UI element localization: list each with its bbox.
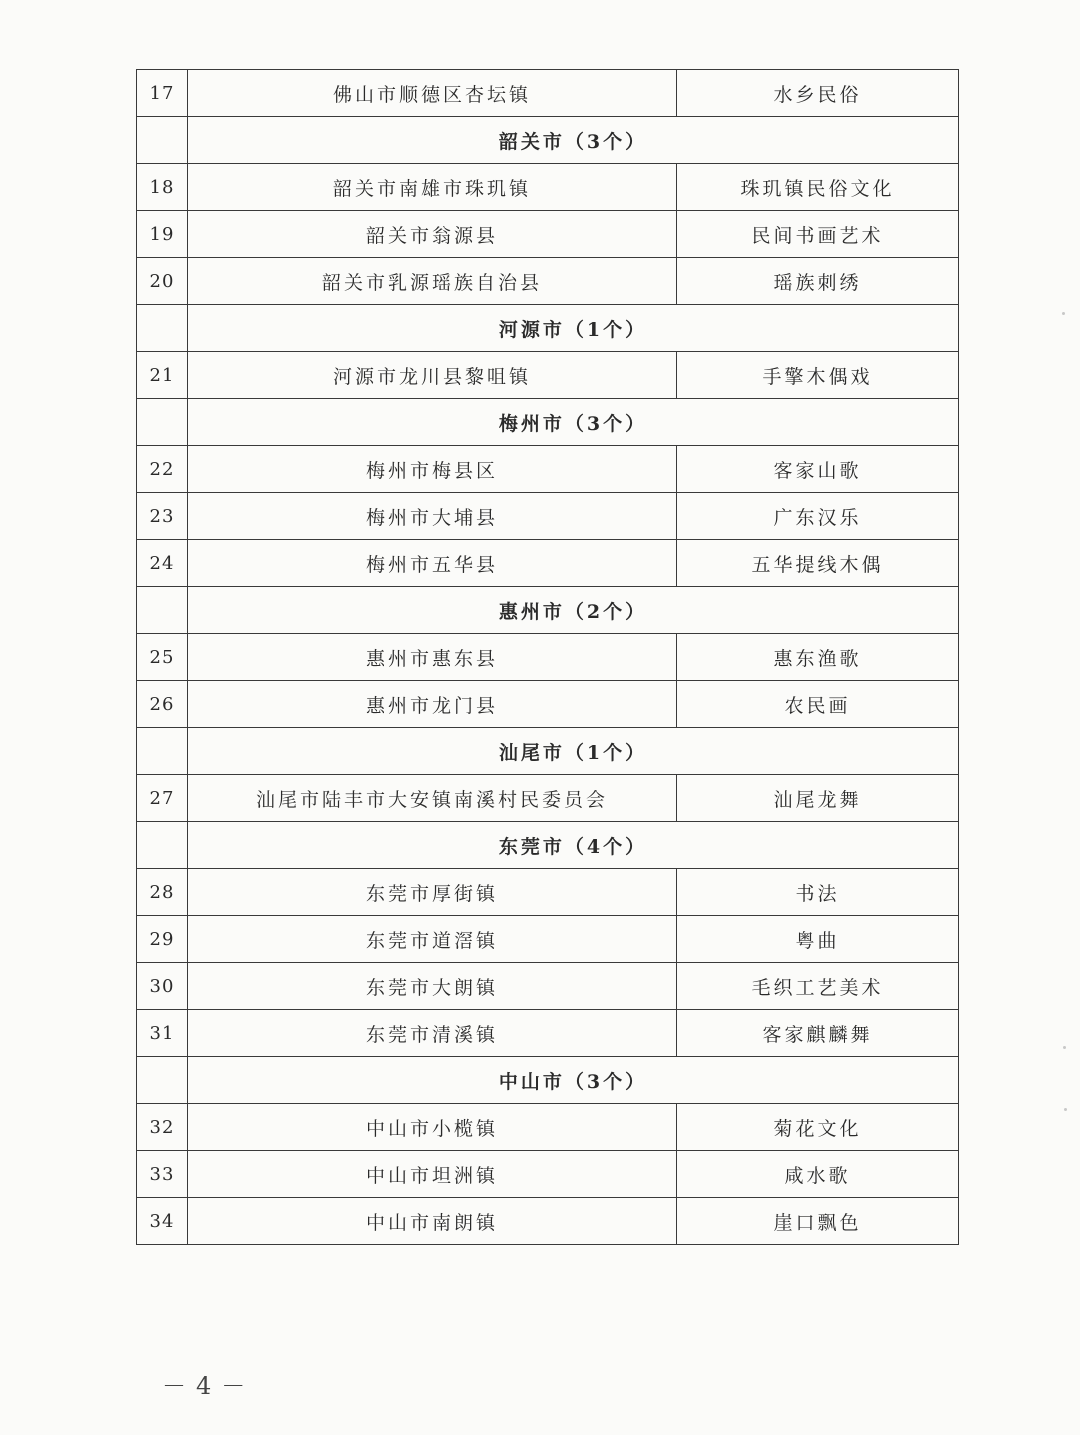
scan-speck [1062,312,1065,315]
town-name-cell: 佛山市顺德区杏坛镇 [188,70,677,117]
group-number-cell [137,728,188,775]
town-name-cell: 东莞市清溪镇 [188,1010,677,1057]
row-number: 28 [137,869,188,916]
table-row [137,446,959,493]
table-row [137,70,959,117]
city-group-heading: 中山市（3个） [188,1057,959,1104]
row-number: 32 [137,1104,188,1151]
table-row [137,681,959,728]
town-name-cell: 汕尾市陆丰市大安镇南溪村民委员会 [188,775,677,822]
table-row [137,916,959,963]
page-number: －4－ [162,1372,256,1400]
town-name-cell: 韶关市翁源县 [188,211,677,258]
town-name-cell: 韶关市南雄市珠玑镇 [188,164,677,211]
heritage-item-cell: 水乡民俗 [677,70,959,117]
city-group-row [137,728,959,775]
table-body [137,70,959,1245]
row-number: 22 [137,446,188,493]
city-group-row [137,822,959,869]
heritage-item-cell: 惠东渔歌 [677,634,959,681]
table-row [137,493,959,540]
heritage-town-table [136,69,959,1245]
table-row [137,634,959,681]
city-group-heading: 东莞市（4个） [188,822,959,869]
row-number: 23 [137,493,188,540]
heritage-item-cell: 客家麒麟舞 [677,1010,959,1057]
heritage-item-cell: 五华提线木偶 [677,540,959,587]
group-number-cell [137,587,188,634]
table-row [137,540,959,587]
city-group-heading: 韶关市（3个） [188,117,959,164]
heritage-item-cell: 广东汉乐 [677,493,959,540]
scan-speck [1064,1108,1067,1111]
row-number: 31 [137,1010,188,1057]
city-group-row [137,1057,959,1104]
row-number: 24 [137,540,188,587]
town-name-cell: 东莞市道滘镇 [188,916,677,963]
table-row [137,164,959,211]
row-number: 26 [137,681,188,728]
row-number: 25 [137,634,188,681]
table-row [137,258,959,305]
group-number-cell [137,399,188,446]
town-name-cell: 韶关市乳源瑶族自治县 [188,258,677,305]
row-number: 20 [137,258,188,305]
scan-speck [1063,1046,1066,1049]
group-number-cell [137,1057,188,1104]
city-group-heading: 河源市（1个） [188,305,959,352]
row-number: 29 [137,916,188,963]
group-number-cell [137,822,188,869]
table-row [137,775,959,822]
town-name-cell: 中山市小榄镇 [188,1104,677,1151]
town-name-cell: 中山市南朗镇 [188,1198,677,1245]
town-name-cell: 东莞市厚街镇 [188,869,677,916]
heritage-item-cell: 瑶族刺绣 [677,258,959,305]
row-number: 21 [137,352,188,399]
heritage-item-cell: 客家山歌 [677,446,959,493]
heritage-item-cell: 毛织工艺美术 [677,963,959,1010]
row-number: 18 [137,164,188,211]
heritage-item-cell: 农民画 [677,681,959,728]
row-number: 34 [137,1198,188,1245]
group-number-cell [137,305,188,352]
row-number: 30 [137,963,188,1010]
town-name-cell: 惠州市惠东县 [188,634,677,681]
heritage-item-cell: 书法 [677,869,959,916]
table-row [137,1104,959,1151]
row-number: 33 [137,1151,188,1198]
heritage-item-cell: 菊花文化 [677,1104,959,1151]
city-group-heading: 梅州市（3个） [188,399,959,446]
city-group-row [137,587,959,634]
city-group-heading: 汕尾市（1个） [188,728,959,775]
city-group-row [137,117,959,164]
table-row [137,963,959,1010]
city-group-row [137,399,959,446]
table-row [137,1151,959,1198]
heritage-item-cell: 珠玑镇民俗文化 [677,164,959,211]
table-row [137,1010,959,1057]
town-name-cell: 东莞市大朗镇 [188,963,677,1010]
heritage-item-cell: 粤曲 [677,916,959,963]
heritage-item-cell: 咸水歌 [677,1151,959,1198]
table-row [137,869,959,916]
town-name-cell: 梅州市五华县 [188,540,677,587]
table-row [137,1198,959,1245]
table-row [137,211,959,258]
heritage-item-cell: 汕尾龙舞 [677,775,959,822]
town-name-cell: 中山市坦洲镇 [188,1151,677,1198]
city-group-row [137,305,959,352]
row-number: 27 [137,775,188,822]
heritage-item-cell: 手擎木偶戏 [677,352,959,399]
group-number-cell [137,117,188,164]
town-name-cell: 梅州市梅县区 [188,446,677,493]
town-name-cell: 河源市龙川县黎咀镇 [188,352,677,399]
town-name-cell: 梅州市大埔县 [188,493,677,540]
heritage-item-cell: 崖口飘色 [677,1198,959,1245]
row-number: 19 [137,211,188,258]
city-group-heading: 惠州市（2个） [188,587,959,634]
town-name-cell: 惠州市龙门县 [188,681,677,728]
heritage-item-cell: 民间书画艺术 [677,211,959,258]
row-number: 17 [137,70,188,117]
table-row [137,352,959,399]
